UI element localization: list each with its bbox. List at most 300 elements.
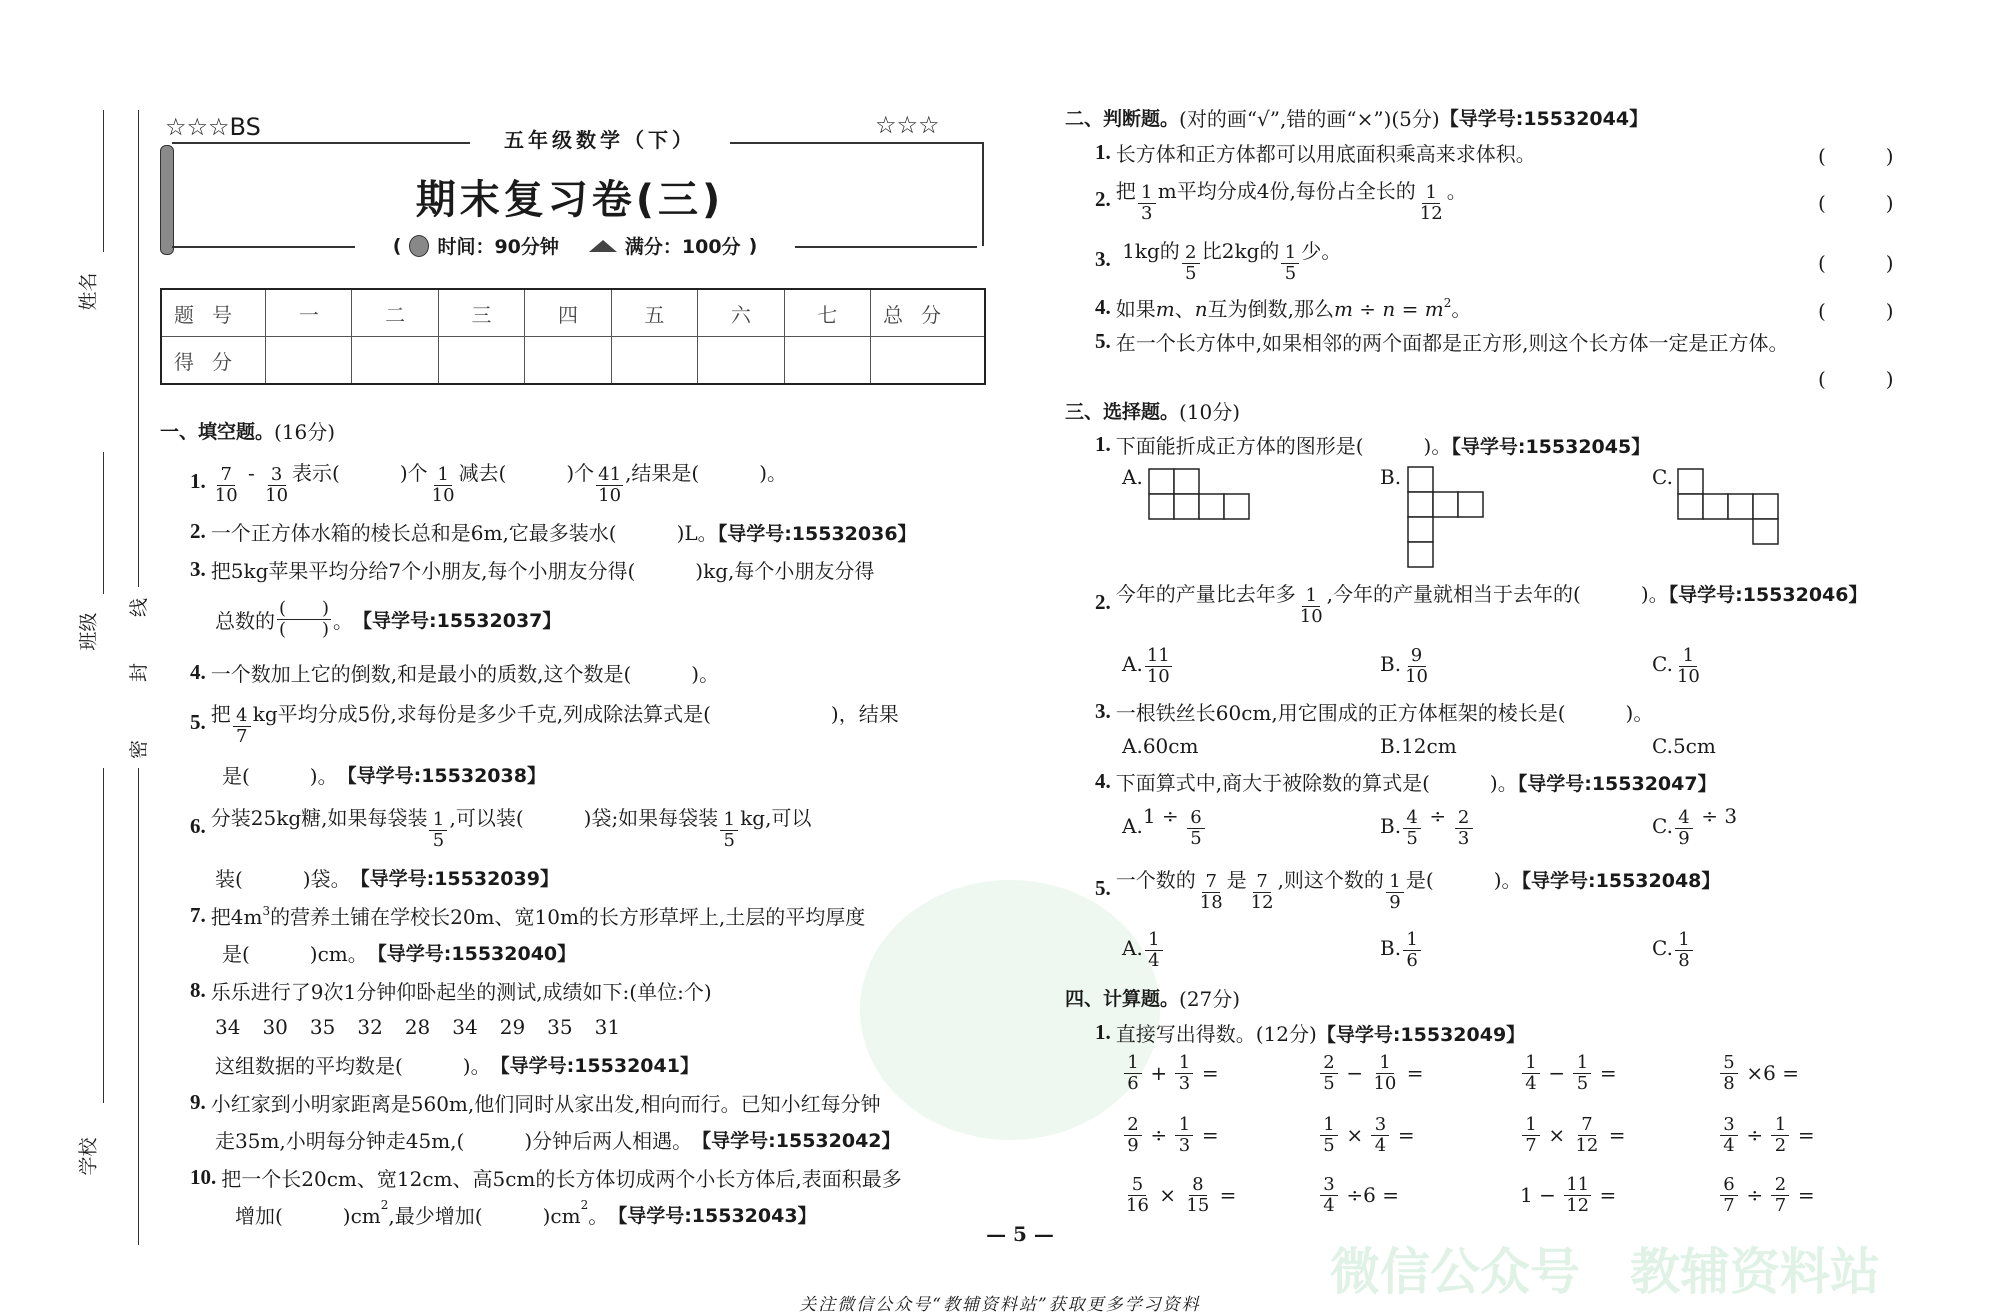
numerator: 2 [1455, 808, 1473, 828]
question-number: 2. [1095, 589, 1111, 614]
text-run: 减去( )个 [458, 461, 595, 486]
net-square [1458, 492, 1483, 517]
bold-text: 【导学号:15532047】 [1517, 772, 1717, 795]
page-title: 期末复习卷(三) [415, 177, 725, 223]
bold-text: 【导学号:15532046】 [1668, 584, 1868, 607]
denominator: 10 [265, 484, 289, 506]
option-value [1401, 642, 1432, 686]
denominator: 3 [1178, 1072, 1191, 1094]
numerator: 1 [1320, 1115, 1338, 1135]
question-number: 5. [1095, 875, 1111, 900]
numerator: 1 [434, 465, 452, 485]
net-square [1149, 469, 1174, 494]
option-label: B. [1380, 734, 1402, 758]
calc-expression [1520, 1164, 1616, 1226]
fraction [1184, 1175, 1211, 1215]
numerator: 2 [1124, 1115, 1142, 1135]
bold-text: 【导学号:15532038】 [337, 764, 546, 787]
text-run: ,则这个数的 [1277, 868, 1384, 893]
question-number: 10. [190, 1164, 217, 1189]
text-run: (对的画“√”,错的画“×”)(5分) [1179, 106, 1440, 131]
question-number: 1. [1095, 139, 1111, 164]
bold-text: 【导学号:15532037】 [353, 609, 562, 632]
text-run: 1 − [1520, 1183, 1563, 1207]
text-run: 的营养土铺在学校长20m、宽10m的长方形草坪上,土层的平均厚度 [270, 904, 866, 929]
answer-paren: ( ) [1818, 251, 1894, 275]
footer-note: 关注微信公众号“教辅资料站”获取更多学习资料 [799, 1295, 1201, 1315]
denominator: 10 [431, 484, 455, 506]
score-cell [266, 337, 352, 385]
numerator: 1 [1522, 1053, 1540, 1073]
score-value: 34 [452, 1015, 478, 1039]
score-value: 35 [547, 1015, 573, 1039]
numerator: 1 [1522, 1115, 1540, 1135]
denominator: 5 [1576, 1072, 1589, 1094]
numerator: 3 [268, 465, 286, 485]
text-run: 下面能折成正方体的图形是( )。 [1115, 433, 1452, 458]
text-run: ÷ [1352, 296, 1383, 321]
text-run: 一个数加上它的倒数,和是最小的质数,这个数是( )。 [210, 661, 720, 686]
calc-expression [1318, 1104, 1415, 1166]
choice-question-2 [1095, 577, 1868, 627]
text-run: ,结果是( )。 [625, 461, 788, 486]
fraction [1320, 1053, 1338, 1093]
question-number: 4. [1095, 768, 1111, 793]
question-text [1116, 175, 1467, 223]
net-square [1753, 494, 1778, 519]
text-run: 分装25kg糖,如果每袋装 [210, 806, 428, 831]
question-text [211, 555, 875, 584]
numerator: 1 [720, 810, 738, 830]
option-value [1143, 734, 1199, 758]
paren-close: ) [748, 234, 758, 257]
text-run: 是( )。 [1405, 868, 1522, 893]
option-c [1652, 639, 1704, 689]
net-square [1174, 469, 1199, 494]
text-run: 是 [1226, 868, 1247, 893]
text-run: kg平均分成5份,求每份是多少千克,列成除法算式是( )，结果 [252, 702, 899, 727]
cube-net-c [1677, 468, 1787, 553]
option-label: C. [1652, 465, 1673, 489]
denominator: 8 [1678, 949, 1690, 971]
text-run: = [1195, 1123, 1219, 1147]
fraction [1175, 1053, 1193, 1093]
banner-right-border [982, 142, 984, 246]
text-run: 下面算式中,商大于被除数的算式是( )。 [1115, 770, 1518, 795]
text-run: = [1391, 1123, 1415, 1147]
option-value [1143, 642, 1174, 686]
section-heading-fill [160, 405, 335, 455]
calc-expression [1718, 1104, 1815, 1166]
option-a [1122, 923, 1165, 973]
denominator: 5 [432, 829, 445, 851]
fraction [430, 465, 457, 505]
numerator: 5 [1720, 1053, 1738, 1073]
table-cell: 七 [784, 289, 870, 337]
net-square [1753, 519, 1778, 544]
numerator: 2 [1320, 1053, 1338, 1073]
question-text [1116, 138, 1536, 167]
option-b [1380, 801, 1475, 851]
numerator: 3 [1371, 1115, 1389, 1135]
fraction [1573, 1115, 1600, 1155]
denominator: 3 [1178, 1134, 1191, 1156]
fraction [213, 465, 240, 505]
numerator: 1 [1302, 586, 1320, 606]
numerator: 1 [1138, 183, 1156, 203]
text-run: 、 [1174, 296, 1195, 321]
score-cell [352, 337, 438, 385]
question-text [221, 1163, 901, 1192]
denominator: 10 [1676, 665, 1700, 687]
denominator: 5 [1284, 262, 1297, 284]
fraction [1675, 930, 1693, 970]
numerator: 6 [1720, 1175, 1738, 1195]
question-number: 9. [190, 1089, 206, 1114]
watermark-text-2: 教辅资料站 [1630, 1243, 1880, 1301]
option-value [1143, 926, 1165, 970]
net-square [1678, 494, 1703, 519]
question-text [1116, 578, 1868, 626]
denominator: 5 [1185, 262, 1197, 284]
question-number: 2. [1095, 186, 1111, 211]
denominator: 5 [1323, 1072, 1335, 1094]
numerator: 1 [1573, 1053, 1591, 1073]
denominator: 3 [1141, 202, 1153, 224]
text-run: 把 [1115, 179, 1136, 204]
fraction [1771, 1175, 1789, 1215]
school-label: 学校 [77, 1137, 100, 1176]
score-cell [784, 337, 870, 385]
score-cell [611, 337, 697, 385]
fraction [1403, 646, 1430, 686]
text-run: = [1213, 1183, 1237, 1207]
fraction [1187, 808, 1205, 848]
net-square [1174, 494, 1199, 519]
option-a [1122, 801, 1207, 851]
fraction [1320, 1175, 1338, 1215]
fraction [1573, 1053, 1591, 1093]
score-cell [698, 337, 784, 385]
question-number: 3. [190, 556, 206, 581]
question-text [211, 802, 812, 850]
text-run: 今年的产量比去年多 [1115, 582, 1296, 607]
denominator: 12 [1566, 1194, 1590, 1216]
net-square [1149, 494, 1174, 519]
fraction [1198, 872, 1225, 912]
graduation-cap-icon [589, 240, 617, 252]
fraction [1298, 586, 1325, 626]
denominator: 9 [1678, 827, 1690, 849]
choice-question-4 [1095, 756, 1717, 806]
fraction [1403, 808, 1421, 848]
text-run: 表示( )个 [292, 461, 428, 486]
question-number: 2. [190, 518, 206, 543]
scroll-roll-icon [160, 145, 174, 255]
name-line [103, 110, 104, 252]
fraction [1124, 1175, 1151, 1215]
fraction [233, 706, 251, 746]
denominator: 3 [1457, 827, 1470, 849]
text-run: 小红家到小明家距离是560m,他们同时从家出发,相向而行。已知小红每分钟 [210, 1091, 881, 1116]
denominator: 12 [1419, 202, 1443, 224]
net-square [1199, 494, 1224, 519]
text-run: = [1395, 296, 1425, 321]
bold-text: 【导学号:15532049】 [1316, 1023, 1526, 1046]
option-value [1401, 734, 1457, 758]
superscript: 2 [580, 1198, 589, 1212]
question-text [211, 698, 899, 746]
text-run: − [1340, 1061, 1370, 1085]
question-text [1116, 235, 1342, 283]
option-label: A. [1122, 734, 1143, 758]
question-text [211, 457, 787, 505]
option-label: C. [1652, 936, 1673, 960]
text-run: 在一个长方体中,如果相邻的两个面都是正方形,则这个长方体一定是正方体。 [1115, 330, 1789, 355]
fraction [263, 465, 290, 505]
bold-text: 【导学号:15532039】 [350, 867, 559, 890]
numerator: 1 [1175, 1053, 1193, 1073]
bold-text: 【导学号:15532043】 [608, 1204, 817, 1227]
score-table [160, 288, 986, 385]
fraction [1175, 1115, 1193, 1155]
text-run: + [1144, 1061, 1174, 1085]
fraction [277, 599, 331, 639]
option-value [1401, 804, 1474, 848]
question-number: 3. [1095, 698, 1111, 723]
denominator: 10 [598, 484, 622, 506]
difficulty-stars-right: ☆☆☆ [875, 111, 940, 139]
fraction [1522, 1053, 1540, 1093]
denominator: 7 [1774, 1194, 1787, 1216]
denominator: 4 [1323, 1194, 1335, 1216]
difficulty-stars-left: ☆☆☆BS [165, 113, 261, 141]
option-value [1401, 926, 1423, 970]
fraction [1771, 1115, 1789, 1155]
exam-full-score: 满分：100分 [624, 236, 741, 258]
numerator: 41 [598, 464, 622, 486]
question-number: 1. [190, 468, 206, 493]
option-value [1143, 804, 1207, 848]
option-label: C. [1652, 652, 1673, 676]
denominator: 4 [1148, 949, 1160, 971]
bold-text: 【导学号:15532042】 [692, 1129, 901, 1152]
question-number: 3. [1095, 246, 1111, 271]
denominator: 4 [1374, 1134, 1387, 1156]
numerator: 9 [1408, 646, 1426, 666]
exam-time: 时间：90分钟 [437, 236, 559, 258]
judge-question-1 [1095, 127, 1536, 177]
bold-text: 【导学号:15532036】 [717, 522, 917, 545]
fraction [1371, 1115, 1389, 1155]
score-value: 32 [357, 1015, 383, 1039]
option-label: C. [1652, 734, 1673, 758]
question-5 [190, 697, 899, 747]
text-run: 把5kg苹果平均分给7个小朋友,每个小朋友分得( )kg,每个小朋友分得 [210, 558, 875, 583]
calc-expression [1718, 1164, 1815, 1226]
table-cell: 四 [525, 289, 611, 337]
question-text [1116, 327, 1789, 356]
fraction [1403, 930, 1421, 970]
option-c [1652, 923, 1695, 973]
bold-text: 【导学号:15532041】 [490, 1054, 699, 1077]
text-run: = [1602, 1123, 1626, 1147]
numerator: 1 [1679, 646, 1697, 666]
option-label: B. [1380, 814, 1402, 838]
score-value: 29 [499, 1015, 526, 1039]
text-run: 乐乐进行了9次1分钟仰卧起坐的测试,成绩如下:(单位:个) [210, 979, 712, 1004]
option-c [1652, 801, 1737, 851]
bold-text: 【导学号:15532045】 [1451, 435, 1651, 458]
numerator: 1 [1403, 930, 1421, 950]
option-value [1673, 926, 1695, 970]
paren-open: ( [392, 234, 402, 257]
text-run: ÷ 3 [1694, 804, 1738, 829]
page-number: — 5 — [986, 1222, 1054, 1246]
denominator: 9 [1389, 891, 1401, 913]
judge-question-3 [1095, 234, 1341, 284]
denominator: 5 [1406, 827, 1418, 849]
numerator: 7 [217, 465, 235, 485]
question-3-cont [215, 594, 561, 644]
question-number: 5. [1095, 328, 1111, 353]
numerator: 1 [1175, 1115, 1193, 1135]
text-run: ÷6 = [1340, 1183, 1399, 1207]
option-a [1122, 639, 1174, 689]
numerator: 2 [1182, 243, 1200, 263]
fraction [1564, 1175, 1591, 1215]
option-label: A. [1122, 814, 1143, 838]
bold-text: 四、计算题。 [1065, 987, 1180, 1010]
text-run: 把一个长20cm、宽12cm、高5cm的长方体切成两个小长方体后,表面积最多 [221, 1166, 902, 1191]
text-run: 一个数的 [1115, 868, 1196, 893]
question-text [211, 901, 866, 930]
answer-paren: ( ) [1818, 367, 1894, 391]
watermark-text-1: 微信公众号 [1330, 1243, 1580, 1301]
score-cell [438, 337, 524, 385]
table-cell: 题号 [161, 289, 266, 337]
option-label: A. [1122, 936, 1143, 960]
fraction [1145, 646, 1172, 686]
text-run: - [241, 461, 262, 486]
table-cell: 三 [438, 289, 524, 337]
class-label: 班级 [77, 612, 100, 651]
seal-char-secret: 密 [128, 739, 151, 760]
question-number: 6. [190, 813, 206, 838]
cube-net-a [1148, 468, 1258, 528]
denominator: 5 [1323, 1134, 1335, 1156]
text-run: kg,可以 [740, 806, 812, 831]
question-5-cont [222, 749, 546, 799]
text-run: × [1542, 1123, 1572, 1147]
score-value: 30 [262, 1015, 288, 1039]
calc-expression [1318, 1042, 1424, 1104]
option-label: B. [1380, 936, 1402, 960]
text-run: (10分) [1179, 399, 1241, 424]
variable: m [1424, 296, 1444, 321]
text-run: 把 [210, 702, 231, 727]
denominator: 10 [1405, 665, 1428, 687]
choice-question-5 [1095, 863, 1720, 913]
table-cell: 六 [698, 289, 784, 337]
text-run: 走35m,小明每分钟走45m,( )分钟后两人相遇。 [215, 1128, 693, 1153]
fraction [1124, 1053, 1142, 1093]
net-square [1224, 494, 1249, 519]
calc-expression [1718, 1042, 1799, 1104]
question-number: 1. [1095, 1019, 1111, 1044]
net-square [1433, 492, 1458, 517]
text-run: ÷ [1144, 1123, 1174, 1147]
calc-expression [1520, 1104, 1626, 1166]
score-value: 35 [309, 1015, 336, 1039]
fraction [1124, 1115, 1142, 1155]
question-4 [190, 647, 719, 697]
text-run: ÷ [1423, 804, 1453, 829]
text-run: ×6 = [1740, 1061, 1799, 1085]
text-run: 是( )。 [222, 763, 338, 788]
score-value: 31 [594, 1015, 621, 1039]
variable: n [1194, 296, 1208, 321]
bold-text: 三、选择题。 [1065, 400, 1180, 423]
class-line [103, 452, 104, 594]
text-run: 装( )袋。 [215, 866, 351, 891]
option-label: A. [1122, 652, 1143, 676]
numerator: 7 [1253, 872, 1271, 892]
denominator: 2 [1774, 1134, 1787, 1156]
numerator: 4 [1403, 808, 1421, 828]
text-run: ÷ [1740, 1123, 1770, 1147]
denominator: 12 [1250, 891, 1274, 913]
score-cell [525, 337, 611, 385]
choice-question-1 [1095, 419, 1650, 469]
denominator: 5 [1190, 827, 1202, 849]
question-text [1116, 767, 1717, 796]
question-1 [190, 456, 787, 506]
numerator: 1 [1675, 930, 1693, 950]
option-value [1673, 642, 1704, 686]
table-cell: 二 [352, 289, 438, 337]
fraction [1145, 930, 1163, 970]
numerator: 4 [1675, 808, 1693, 828]
table-cell: 总分 [871, 289, 986, 337]
question-number: 1. [1095, 431, 1111, 456]
numerator: 1 [1771, 1115, 1789, 1135]
net-square [1703, 494, 1728, 519]
text-run: = [1195, 1061, 1219, 1085]
denominator: 15 [1186, 1194, 1210, 1216]
superscript: 3 [262, 903, 271, 918]
text-run: 一根铁丝长60cm,用它围成的正方体框架的棱长是( )。 [1115, 700, 1654, 725]
text-run: 增加( )cm [235, 1203, 381, 1228]
judge-question-2 [1095, 174, 1467, 224]
numerator: 1 [1124, 1053, 1142, 1073]
calc-expression [1318, 1164, 1399, 1226]
text-run: 。 [588, 1203, 609, 1228]
fraction [429, 810, 447, 850]
denominator: 8 [1723, 1072, 1735, 1094]
calc-expression [1122, 1104, 1219, 1166]
denominator: 9 [1127, 1134, 1139, 1156]
numerator: 7 [1202, 872, 1220, 892]
text-run: = [1791, 1183, 1815, 1207]
name-label: 姓名 [77, 272, 100, 311]
text-run: 。 [1446, 179, 1467, 204]
numerator: 3 [1320, 1175, 1338, 1195]
table-cell: 五 [611, 289, 697, 337]
denominator: ( ) [279, 618, 330, 640]
text-run: 1 ÷ [1142, 804, 1186, 829]
denominator: 7 [1525, 1134, 1537, 1156]
